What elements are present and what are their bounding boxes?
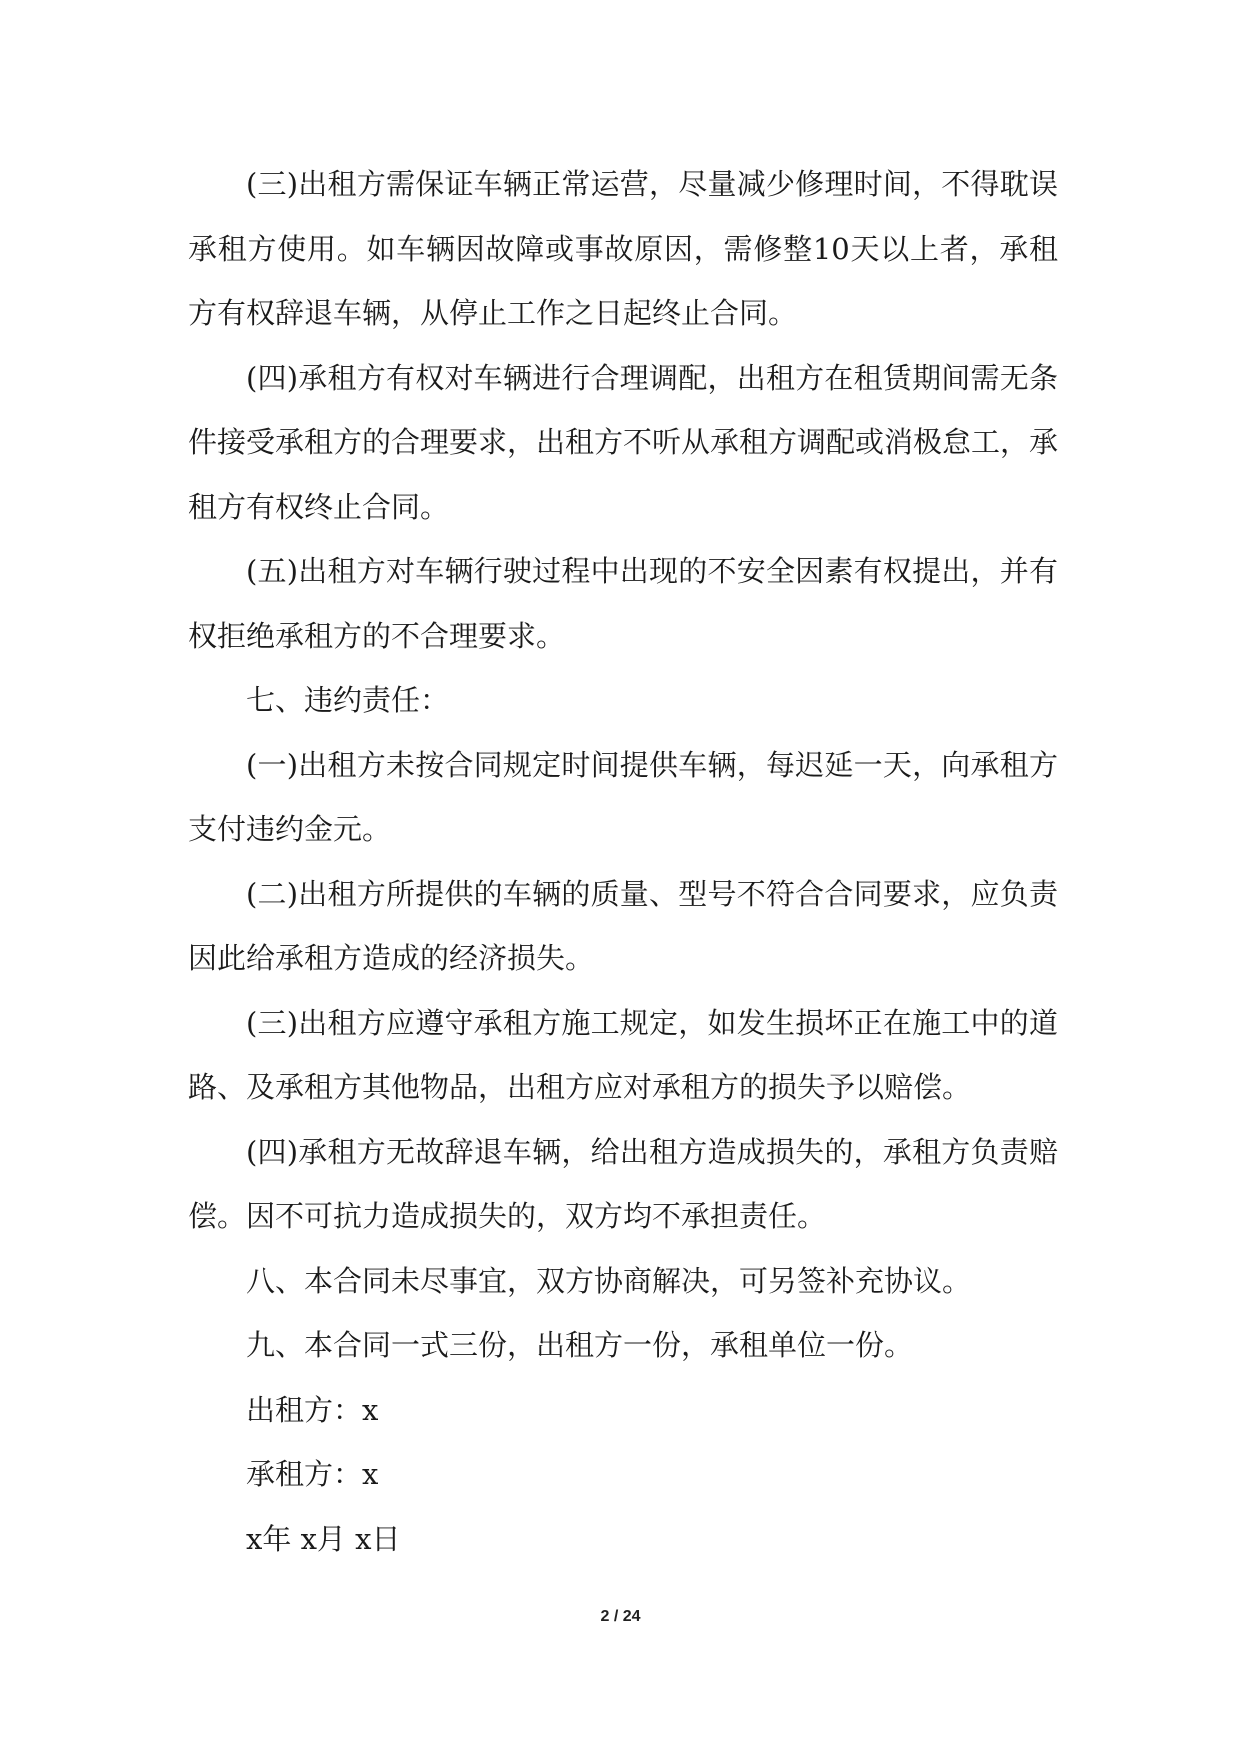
section-9: 九、本合同一式三份，出租方一份，承租单位一份。 bbox=[246, 1328, 914, 1362]
breach-clause-4: (四)承租方无故辞退车辆，给出租方造成损失的，承租方负责赔偿。因不可抗力造成损失的，双方均不承担责任。 bbox=[188, 1134, 1058, 1233]
breach-clause-1: (一)出租方未按合同规定时间提供车辆，每迟延一天，向承租方支付违约金元。 bbox=[188, 747, 1058, 846]
lessor-signature: 出租方：x bbox=[246, 1392, 379, 1427]
clause-5-lessor-safety: (五)出租方对车辆行驶过程中出现的不安全因素有权提出，并有权拒绝承租方的不合理要求。 bbox=[188, 554, 1058, 653]
signing-date: x年 x月 x日 bbox=[246, 1521, 401, 1556]
lessee-signature: 承租方：x bbox=[246, 1457, 379, 1491]
section-7-heading: 七、违约责任： bbox=[246, 683, 450, 717]
clause-4-lessee-allocation: (四)承租方有权对车辆进行合理调配，出租方在租赁期间需无条件接受承租方的合理要求，出租方不听从承租方调配或消极怠工，承租方有权终止合同。 bbox=[188, 360, 1059, 524]
breach-clause-3: (三)出租方应遵守承租方施工规定，如发生损坏正在施工中的道路、及承租方其他物品，出租方应对承租方的损失予以赔偿。 bbox=[188, 1005, 1058, 1104]
document-body bbox=[188, 152, 1058, 1571]
section-8: 八、本合同未尽事宜，双方协商解决，可另签补充协议。 bbox=[246, 1263, 972, 1298]
clause-3-lessor-maintenance: (三)出租方需保证车辆正常运营，尽量减少修理时间，不得耽误承租方使用。如车辆因故障或事故原因，需修整10天以上者，承租方有权辞退车辆，从停止工作之日起终止合同。 bbox=[188, 167, 1058, 330]
breach-clause-2: (二)出租方所提供的车辆的质量、型号不符合合同要求，应负责因此给承租方造成的经济损失。 bbox=[188, 876, 1058, 975]
page-number: 2 / 24 bbox=[600, 1608, 641, 1625]
